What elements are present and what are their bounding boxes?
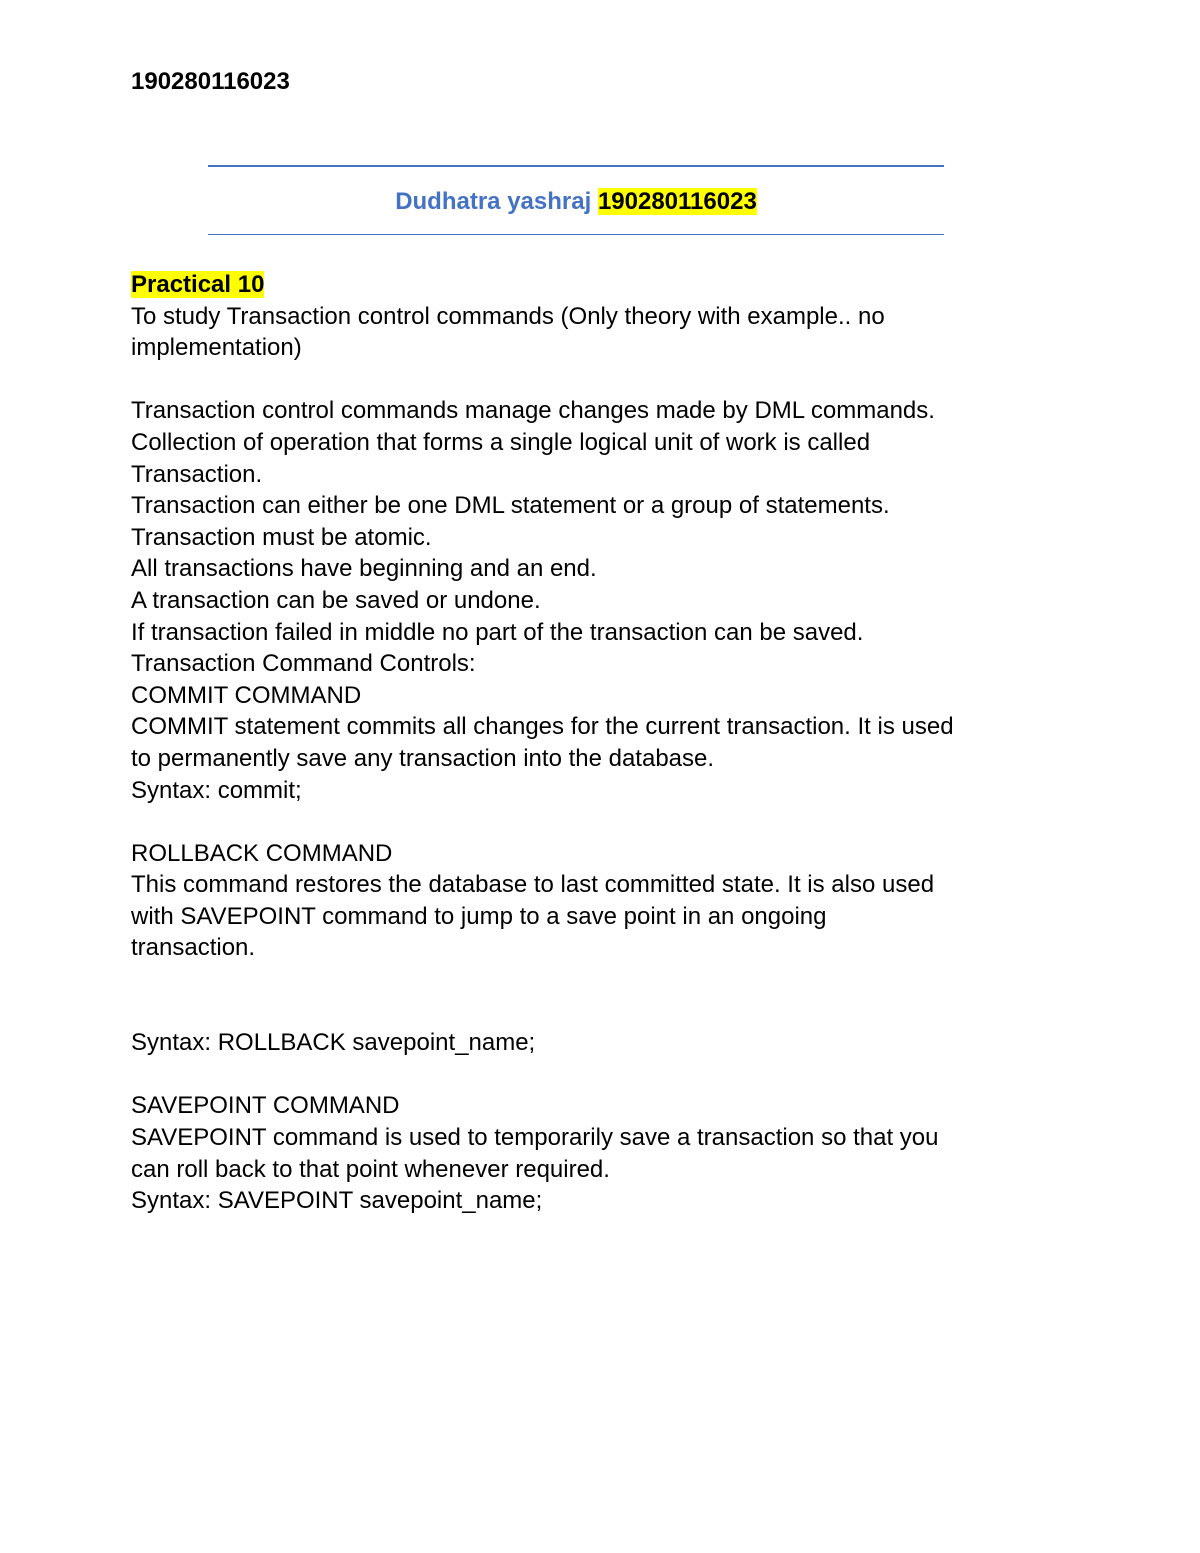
student-banner <box>208 186 944 218</box>
rollback-line: This command restores the database to last committed state. It is also used <box>131 871 935 899</box>
enrollment-number: 190280116023 <box>597 188 757 215</box>
commit-line: to permanently save any transaction into the database. <box>131 744 715 772</box>
rollback-line: transaction. <box>131 934 256 962</box>
intro-line: Transaction Command Controls: <box>131 650 476 678</box>
commit-heading: COMMIT COMMAND <box>131 681 362 709</box>
intro-line: Transaction must be atomic. <box>131 523 432 551</box>
aim-line: implementation) <box>131 334 302 362</box>
practical-heading <box>131 269 1051 301</box>
savepoint-syntax: Syntax: SAVEPOINT savepoint_name; <box>131 1187 543 1215</box>
savepoint-heading: SAVEPOINT COMMAND <box>131 1092 400 1120</box>
savepoint-line: SAVEPOINT command is used to temporarily save a transaction so that you <box>131 1124 939 1152</box>
rollback-line: with SAVEPOINT command to jump to a save point in an ongoing <box>131 902 827 930</box>
intro-line: If transaction failed in middle no part of the transaction can be saved. <box>131 618 864 646</box>
intro-line: Transaction. <box>131 460 263 488</box>
intro-line: Collection of operation that forms a single logical unit of work is called <box>131 428 871 456</box>
savepoint-line: can roll back to that point whenever required. <box>131 1155 610 1183</box>
paragraph-gap <box>131 964 1051 1027</box>
document-body <box>131 269 1051 1217</box>
page-header-id: 190280116023 <box>131 68 290 95</box>
paragraph-gap <box>131 806 1051 838</box>
rollback-heading: ROLLBACK COMMAND <box>131 839 393 867</box>
banner-top-rule <box>208 165 944 167</box>
student-name: Dudhatra yashraj <box>395 188 592 215</box>
paragraph-gap <box>131 1059 1051 1091</box>
commit-line: COMMIT statement commits all changes for the current transaction. It is used <box>131 713 954 741</box>
aim-line: To study Transaction control commands (Only theory with example.. no <box>131 302 885 330</box>
intro-line: Transaction can either be one DML statement or a group of statements. <box>131 492 890 520</box>
intro-line: All transactions have beginning and an end. <box>131 555 597 583</box>
commit-syntax: Syntax: commit; <box>131 776 302 804</box>
intro-line: Transaction control commands manage changes made by DML commands. <box>131 397 935 425</box>
intro-line: A transaction can be saved or undone. <box>131 586 541 614</box>
practical-title: Practical 10 <box>131 271 265 298</box>
rollback-syntax: Syntax: ROLLBACK savepoint_name; <box>131 1029 536 1057</box>
paragraph-gap <box>131 364 1051 396</box>
banner-bottom-rule <box>208 234 944 235</box>
